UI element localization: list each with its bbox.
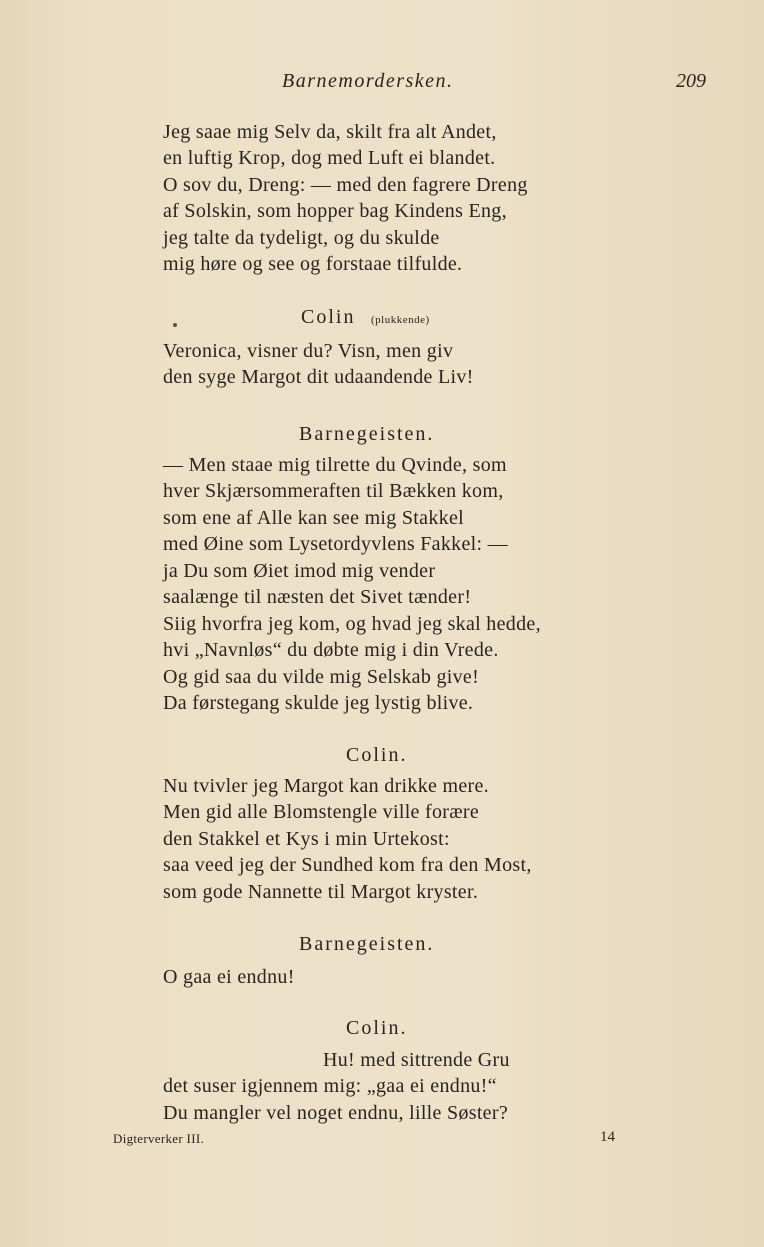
verse-line: af Solskin, som hopper bag Kindens Eng, — [163, 200, 507, 222]
verse-line: den Stakkel et Kys i min Urtekost: — [163, 828, 450, 850]
verse-line: som ene af Alle kan see mig Stakkel — [163, 507, 464, 529]
verse-line: det suser igjennem mig: „gaa ei endnu!“ — [163, 1075, 497, 1097]
verse-line: Og gid saa du vilde mig Selskab give! — [163, 666, 480, 688]
verse-line: med Øine som Lysetordyvlens Fakkel: — — [163, 533, 508, 555]
speaker-name: Colin. — [346, 1017, 408, 1039]
running-title: Barnemordersken. — [282, 70, 454, 92]
speaker-name: Barnegeisten. — [299, 933, 435, 955]
verse-line: mig høre og see og forstaae tilfulde. — [163, 253, 463, 275]
verse-line: Da førstegang skulde jeg lystig blive. — [163, 692, 474, 714]
speaker-name: Colin. — [346, 744, 408, 766]
verse-line: som gode Nannette til Margot kryster. — [163, 881, 479, 903]
sheet-number: 14 — [600, 1129, 615, 1145]
verse-line: en luftig Krop, dog med Luft ei blandet. — [163, 147, 496, 169]
speaker-name: Barnegeisten. — [299, 423, 435, 445]
verse-line: Jeg saae mig Selv da, skilt fra alt Andet, — [163, 121, 497, 143]
speaker-name: Colin — [301, 306, 356, 328]
verse-line: Siig hvorfra jeg kom, og hvad jeg skal hedde, — [163, 613, 541, 635]
printer-signature: Digterverker III. — [113, 1131, 204, 1146]
stage-direction: (plukkende) — [371, 314, 430, 326]
verse-line: jeg talte da tydeligt, og du skulde — [163, 227, 440, 249]
verse-line: ja Du som Øiet imod mig vender — [163, 560, 436, 582]
verse-line: saalænge til næsten det Sivet tænder! — [163, 586, 472, 608]
verse-line: Hu! med sittrende Gru — [323, 1049, 510, 1071]
verse-line: den syge Margot dit udaandende Liv! — [163, 366, 474, 388]
verse-line: hver Skjærsommeraften til Bækken kom, — [163, 480, 504, 502]
verse-line: hvi „Navnløs“ du døbte mig i din Vrede. — [163, 639, 499, 661]
verse-line: O sov du, Dreng: — med den fagrere Dreng — [163, 174, 528, 196]
verse-line: — Men staae mig tilrette du Qvinde, som — [163, 454, 507, 476]
verse-line: Du mangler vel noget endnu, lille Søster? — [163, 1102, 508, 1124]
ink-speck — [173, 323, 177, 327]
verse-line: Men gid alle Blomstengle ville forære — [163, 801, 480, 823]
verse-line: O gaa ei endnu! — [163, 966, 295, 988]
verse-line: saa veed jeg der Sundhed kom fra den Most, — [163, 854, 532, 876]
page-number: 209 — [676, 70, 706, 92]
verse-line: Nu tvivler jeg Margot kan drikke mere. — [163, 775, 489, 797]
verse-line: Veronica, visner du? Visn, men giv — [163, 340, 454, 362]
